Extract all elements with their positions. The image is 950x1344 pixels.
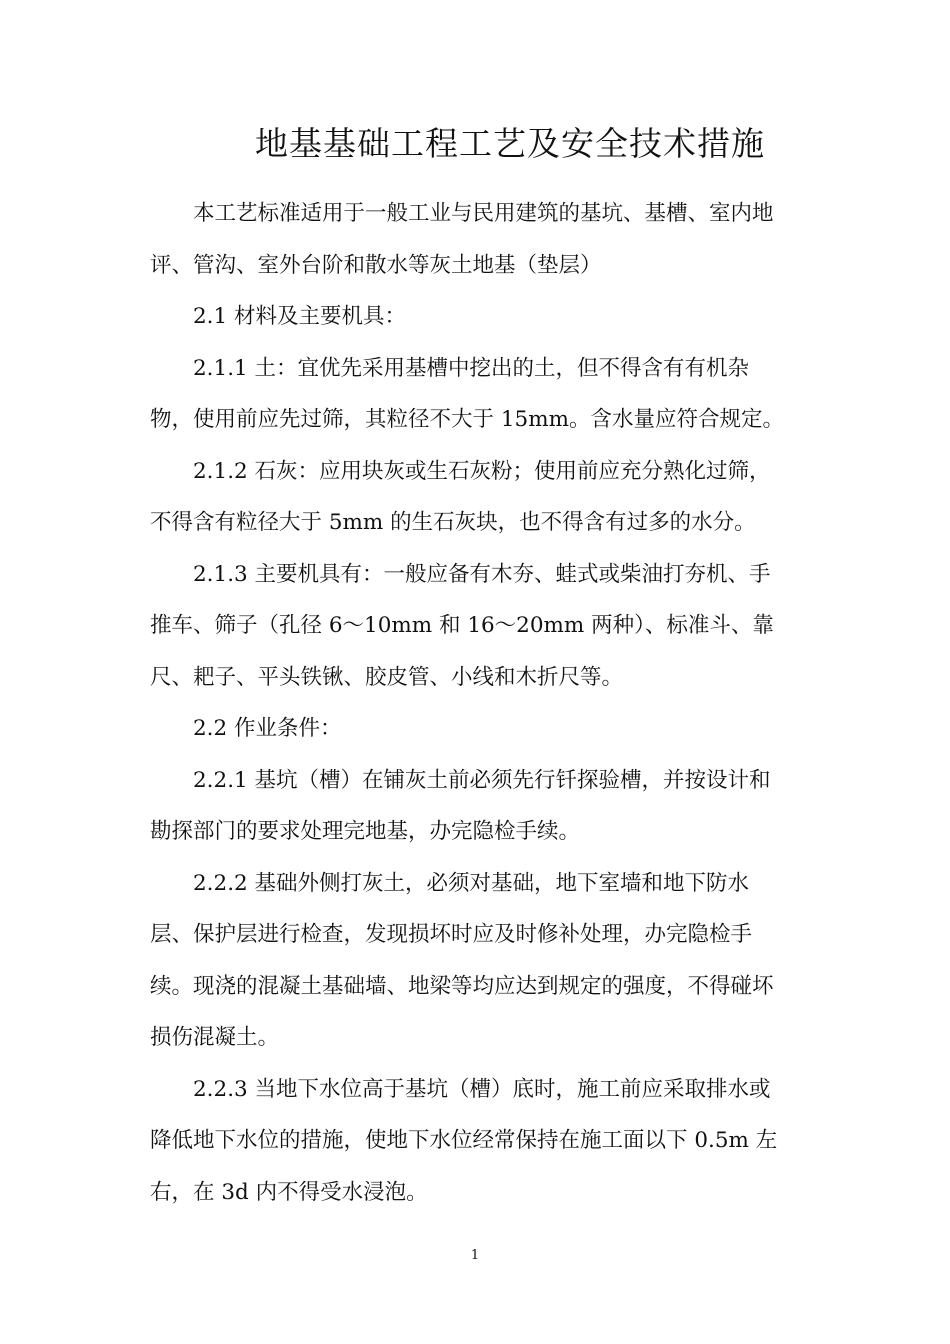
paragraph-line: 本工艺标准适用于一般工业与民用建筑的基坑、基槽、室内地	[193, 201, 774, 226]
paragraph-line: 2.1.3 主要机具有：一般应备有木夯、蛙式或柴油打夯机、手	[193, 561, 771, 587]
paragraph-line: 推车、筛子（孔径 6～10mm 和 16～20mm 两种）、标准斗、靠	[150, 613, 774, 638]
paragraph-line: 2.2.2 基础外侧打灰土，必须对基础，地下室墙和地下防水	[193, 870, 750, 896]
paragraph-line: 2.2.3 当地下水位高于基坑（槽）底时，施工前应采取排水或	[193, 1076, 771, 1102]
paragraph-line: 评、管沟、室外台阶和散水等灰土地基（垫层）	[150, 252, 602, 278]
paragraph-line: 2.1.1 土：宜优先采用基槽中挖出的土，但不得含有有机杂	[193, 355, 750, 381]
paragraph-line: 降低地下水位的措施，使地下水位经常保持在施工面以下 0.5m 左	[150, 1128, 778, 1153]
document-body	[150, 188, 802, 1218]
paragraph-line: 右，在 3d 内不得受水浸泡。	[150, 1179, 428, 1205]
page-number: 1	[470, 1248, 480, 1263]
paragraph-line: 勘探部门的要求处理完地基，办完隐检手续。	[150, 819, 581, 844]
paragraph-line: 层、保护层进行检查，发现损坏时应及时修补处理，办完隐检手	[150, 922, 753, 947]
paragraph-line: 损伤混凝土。	[150, 1025, 280, 1050]
section-heading: 2.2 作业条件：	[193, 716, 342, 741]
paragraph-line: 2.2.1 基坑（槽）在铺灰土前必须先行钎探验槽，并按设计和	[193, 767, 771, 793]
document-title: 地基基础工程工艺及安全技术措施	[255, 124, 765, 163]
section-heading: 2.1 材料及主要机具：	[193, 304, 407, 329]
paragraph-line: 物，使用前应先过筛，其粒径不大于 15mm。含水量应符合规定。	[150, 407, 784, 432]
paragraph-line: 尺、耙子、平头铁锹、胶皮管、小线和木折尺等。	[150, 664, 624, 690]
paragraph-line: 2.1.2 石灰：应用块灰或生石灰粉；使用前应充分熟化过筛，	[193, 458, 771, 484]
paragraph-line: 续。现浇的混凝土基础墙、地梁等均应达到规定的强度，不得碰坏	[150, 973, 774, 999]
paragraph-line: 不得含有粒径大于 5mm 的生石灰块，也不得含有过多的水分。	[150, 510, 756, 535]
